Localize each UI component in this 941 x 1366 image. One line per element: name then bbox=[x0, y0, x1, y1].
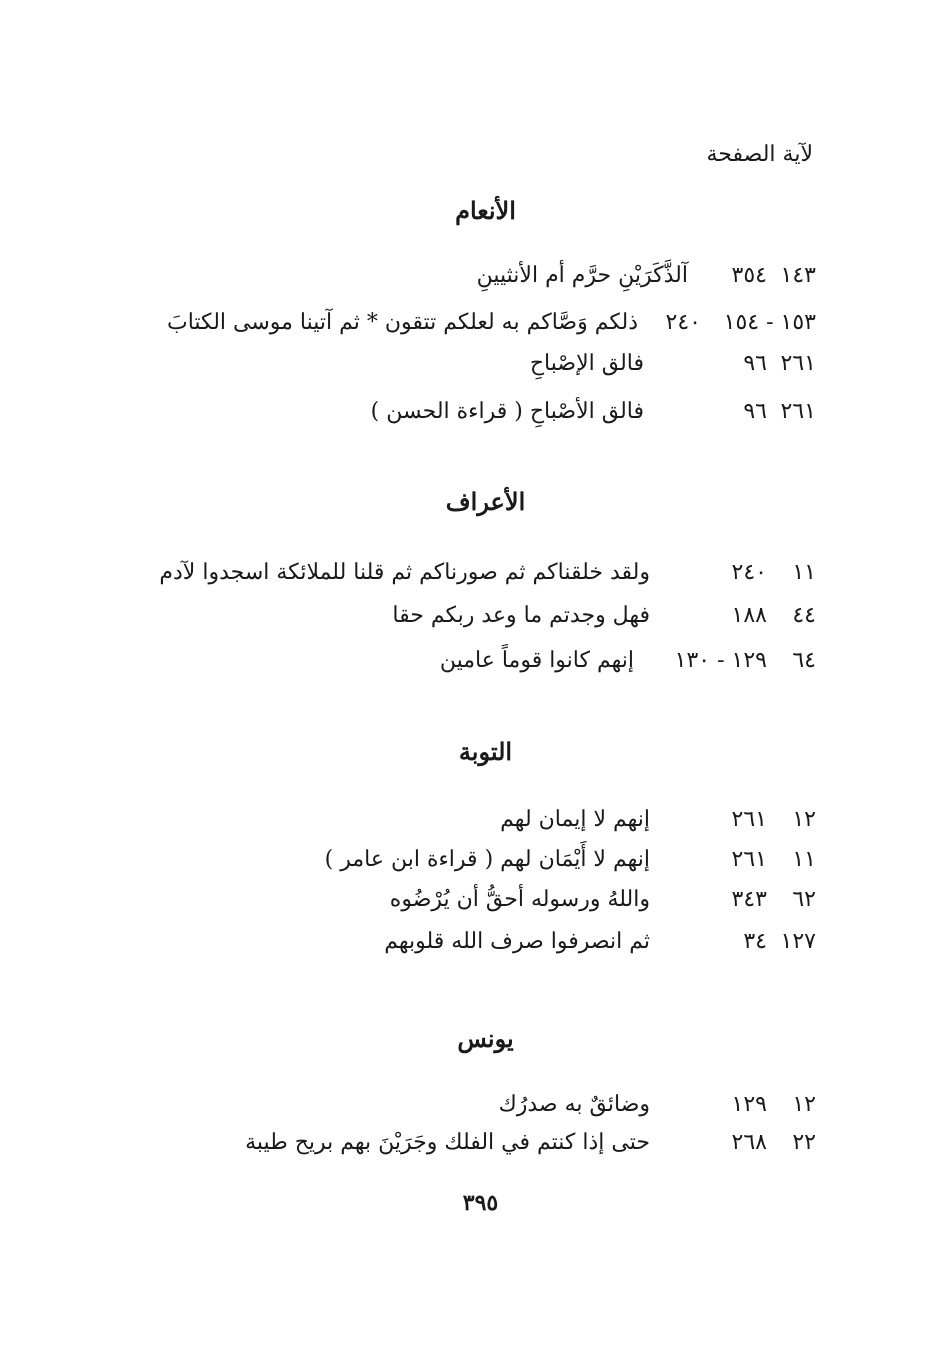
page-reference: ١٢٩ - ١٣٠ bbox=[674, 648, 767, 673]
verse-text: حتى إذا كنتم في الفلك وجَرَيْنَ بهم بريح طيبة bbox=[245, 1130, 650, 1155]
index-entry bbox=[440, 643, 816, 679]
page-reference: ٢٤٠ bbox=[731, 560, 767, 585]
page-reference: ١٢٩ bbox=[731, 1092, 767, 1117]
ayah-number: ١١ bbox=[792, 847, 816, 872]
ayah-number: ١٥٣ - ١٥٤ bbox=[723, 310, 816, 335]
page-reference: ٢٦١ bbox=[731, 807, 767, 832]
verse-text: إنهم لا أَيْمَان لهم ( قراءة ابن عامر ) bbox=[324, 847, 650, 872]
index-entry bbox=[390, 882, 816, 918]
page-reference: ٣٤ bbox=[743, 929, 767, 954]
index-entry bbox=[371, 394, 816, 430]
index-entry bbox=[499, 1087, 816, 1123]
page-reference: ١٨٨ bbox=[731, 603, 767, 628]
index-entry bbox=[159, 555, 816, 591]
index-entry bbox=[167, 305, 816, 341]
ayah-number: ٢٦١ bbox=[780, 351, 816, 376]
ayah-number: ٦٢ bbox=[792, 887, 816, 912]
index-entry bbox=[500, 802, 816, 838]
ayah-number: ١٤٣ bbox=[780, 263, 816, 288]
ayah-number: ٦٤ bbox=[792, 648, 816, 673]
verse-text: ذلكم وَصَّاكم به لعلكم تتقون * ثم آتينا موسى الكتابَ bbox=[167, 310, 638, 335]
page-number: ٣٩٥ bbox=[462, 1190, 499, 1216]
page-reference: ٣٥٤ bbox=[731, 263, 767, 288]
verse-text: إنهم لا إيمان لهم bbox=[500, 807, 650, 832]
ayah-number: ١٢٧ bbox=[780, 929, 816, 954]
index-entry bbox=[245, 1125, 816, 1161]
ayah-number: ٢٦١ bbox=[780, 399, 816, 424]
section-title-anam: الأنعام bbox=[455, 196, 516, 225]
verse-text: إنهم كانوا قوماً عامين bbox=[439, 648, 634, 673]
ayah-number: ١١ bbox=[792, 560, 816, 585]
verse-text: ولقد خلقناكم ثم صورناكم ثم قلنا للملائكة اسجدوا لآدم bbox=[159, 560, 650, 585]
ayah-number: ١٢ bbox=[792, 807, 816, 832]
page-reference: ٢٤٠ bbox=[665, 310, 701, 335]
verse-text: واللهُ ورسوله أحقُّ أن يُرْضُوه bbox=[389, 887, 650, 912]
index-entry bbox=[325, 842, 816, 878]
ayah-number: ٢٢ bbox=[792, 1130, 816, 1155]
index-entry bbox=[392, 598, 816, 634]
verse-text: فهل وجدتم ما وعد ربكم حقا bbox=[392, 603, 650, 628]
verse-text: فالق الإصْباحِ bbox=[529, 351, 644, 376]
index-entry bbox=[530, 346, 816, 382]
page-reference: ٩٦ bbox=[743, 351, 767, 376]
page-reference: ٣٤٣ bbox=[731, 887, 767, 912]
column-header: لآية الصفحة bbox=[706, 142, 813, 167]
page-reference: ٩٦ bbox=[743, 399, 767, 424]
index-entry bbox=[477, 258, 816, 294]
verse-text: آلذَّكَرَيْنِ حرَّم أم الأنثيينِ bbox=[476, 263, 688, 288]
section-title-tawba: التوبة bbox=[458, 737, 513, 766]
page-reference: ٢٦١ bbox=[731, 847, 767, 872]
verse-text: وضائقٌ به صدرُك bbox=[498, 1092, 650, 1117]
ayah-number: ٤٤ bbox=[792, 603, 816, 628]
index-entry bbox=[384, 924, 816, 960]
ayah-number: ١٢ bbox=[792, 1092, 816, 1117]
verse-text: ثم انصرفوا صرف الله قلوبهم bbox=[384, 929, 650, 954]
section-title-araf: الأعراف bbox=[445, 487, 526, 516]
section-title-yunus: يونس bbox=[457, 1024, 514, 1053]
verse-text: فالق الأصْباحِ ( قراءة الحسن ) bbox=[370, 399, 644, 424]
page-reference: ٢٦٨ bbox=[731, 1130, 767, 1155]
